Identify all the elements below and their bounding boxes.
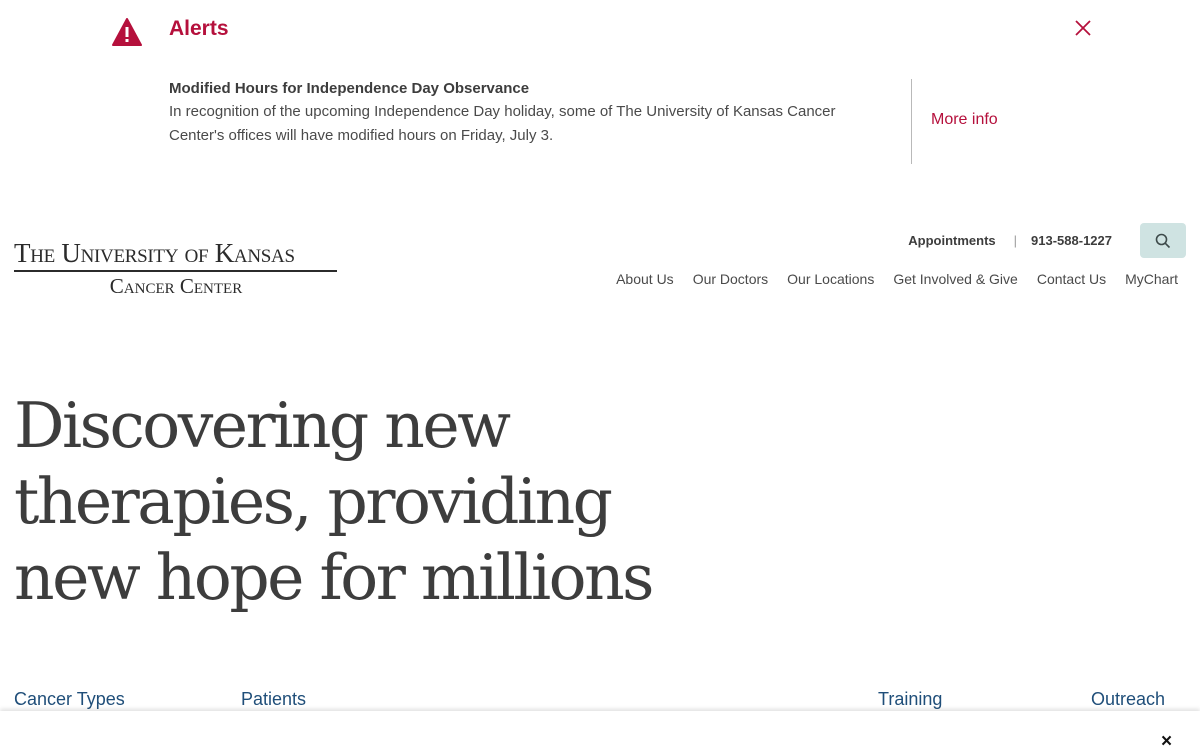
hero-line1: Discovering new bbox=[14, 389, 509, 462]
search-icon bbox=[1155, 233, 1171, 249]
nav-our-locations[interactable]: Our Locations bbox=[787, 271, 875, 287]
site-logo[interactable] bbox=[14, 238, 338, 300]
training-link[interactable]: Training bbox=[878, 689, 943, 709]
nav-about-us[interactable]: About Us bbox=[616, 271, 674, 287]
hero-headline bbox=[14, 388, 674, 616]
alert-text-line2: Center's offices will have modified hours on Friday, July 3. bbox=[169, 127, 554, 144]
logo-line2 bbox=[14, 274, 338, 299]
bottom-overlay-bar bbox=[0, 711, 1200, 750]
cancer-types-link[interactable]: Cancer Types bbox=[14, 689, 125, 709]
hero-line2: therapies, providing bbox=[14, 465, 611, 538]
appointments-link[interactable]: Appointments bbox=[908, 233, 996, 248]
logo-line2-text: Cancer Center bbox=[109, 274, 243, 298]
alert-heading: Modified Hours for Independence Day Observance bbox=[169, 80, 530, 97]
nav-our-doctors[interactable]: Our Doctors bbox=[692, 271, 769, 287]
alert-divider bbox=[911, 79, 912, 164]
alert-text-line1: In recognition of the upcoming Independence Day holiday, some of The University of Kansas Cancer bbox=[169, 103, 836, 120]
main-nav bbox=[597, 271, 1178, 287]
more-info-link[interactable]: More info bbox=[931, 111, 998, 128]
nav-get-involved[interactable]: Get Involved & Give bbox=[893, 271, 1018, 287]
close-icon[interactable]: × bbox=[1161, 731, 1173, 750]
nav-contact-us[interactable]: Contact Us bbox=[1036, 271, 1107, 287]
outreach-link[interactable]: Outreach bbox=[1091, 689, 1166, 709]
utility-nav bbox=[908, 233, 1112, 248]
alert-body bbox=[169, 78, 869, 148]
close-icon[interactable] bbox=[1072, 17, 1094, 39]
search-button[interactable] bbox=[1140, 223, 1186, 258]
nav-mychart[interactable]: MyChart bbox=[1125, 271, 1178, 287]
phone-link[interactable]: 913-588-1227 bbox=[1031, 233, 1112, 248]
utility-separator: | bbox=[1013, 233, 1018, 248]
warning-triangle-icon bbox=[112, 18, 142, 46]
patients-link[interactable]: Patients bbox=[241, 689, 307, 709]
logo-line1-text: The University of Kansas bbox=[14, 238, 295, 268]
alert-banner bbox=[0, 0, 1200, 190]
logo-line1 bbox=[14, 238, 338, 269]
logo-rule bbox=[14, 270, 337, 272]
hero-line3: new hope for millions bbox=[14, 541, 653, 614]
alert-title: Alerts bbox=[169, 17, 229, 40]
